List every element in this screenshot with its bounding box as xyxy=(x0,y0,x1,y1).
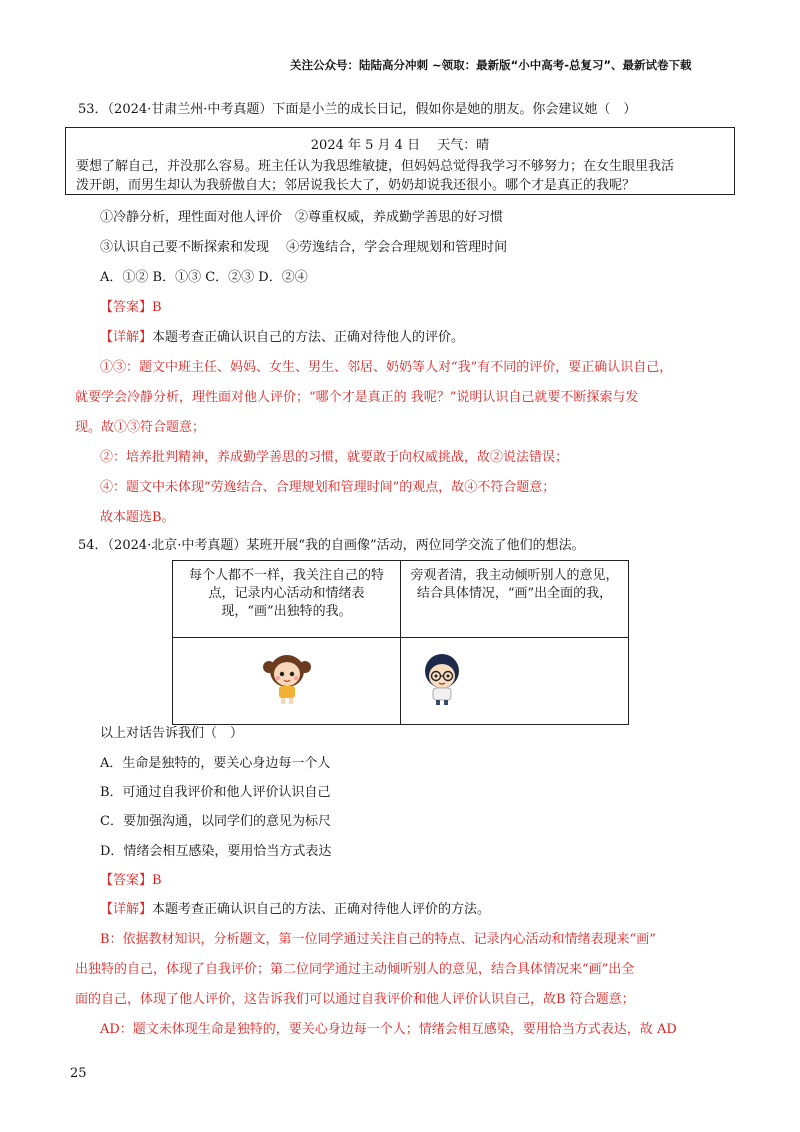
q53-exp-6: 故本题选B。 xyxy=(100,510,175,525)
q53-detail xyxy=(100,326,464,345)
q53-detail-intro: 本题考查正确认识自己的方法、正确对待他人的评价。 xyxy=(152,330,465,345)
q53-options-1: ①冷静分析，理性面对他人评价 ②尊重权威，养成勤学善思的好习惯 xyxy=(100,210,504,225)
q54-detail-intro: 本题考查正确认识自己的方法、正确对待他人评价的方法。 xyxy=(152,902,491,917)
dialogue-table xyxy=(172,560,629,725)
q53-answer: 【答案】B xyxy=(100,300,162,315)
diary-date: 2024 年 5 月 4 日 天气：晴 xyxy=(310,138,490,153)
right-student-text: 旁观者清，我主动倾听别人的意见，结合具体情况，“画”出全面的我， xyxy=(401,561,629,638)
diary-line-1: 要想了解自己，并没那么容易。班主任认为我思维敏捷，但妈妈总觉得我学习不够努力；在女生眼里我活 xyxy=(76,159,675,174)
q53-exp-3: 现。故①③符合题意； xyxy=(75,420,206,435)
q53-exp-1: ①③：题文中班主任、妈妈、女生、男生、邻居、奶奶等人对“我”有不同的评价，要正确认识自己， xyxy=(100,360,673,375)
boy-cartoon-icon xyxy=(419,649,465,707)
q54-question: 以上对话告诉我们（ ） xyxy=(100,726,244,741)
q54-stem: 54．（2024·北京·中考真题）某班开展“我的自画像”活动，两位同学交流了他们的想法。 xyxy=(78,538,585,553)
q53-detail-tag: 【详解】 xyxy=(100,330,153,345)
q54-option-a: A．生命是独特的，要关心身边每一个人 xyxy=(100,756,331,771)
girl-cartoon-icon xyxy=(262,649,312,707)
q53-exp-2: 就要学会冷静分析，理性面对他人评价；“哪个才是真正的 我呢？”说明认识自己就要不断探索与发 xyxy=(75,390,639,405)
q53-stem: 53．（2024·甘肃兰州·中考真题）下面是小兰的成长日记，假如你是她的朋友。你会建议她（ ） xyxy=(78,102,637,117)
q54-option-c: C．要加强沟通，以同学们的意见为标尺 xyxy=(100,814,331,829)
left-student-text: 每个人都不一样，我关注自己的特点，记录内心活动和情绪表现，“画”出独特的我。 xyxy=(173,561,401,638)
q53-exp-5: ④：题文中未体现“劳逸结合、合理规划和管理时间”的观点，故④不符合题意； xyxy=(100,480,556,495)
q53-exp-4: ②：培养批判精神，养成勤学善思的习惯，就要敢于向权威挑战，故②说法错误； xyxy=(100,450,569,465)
q54-answer: 【答案】B xyxy=(100,873,162,888)
q54-exp-4: AD：题文未体现生命是独特的，要关心身边每一个人；情绪会相互感染，要用恰当方式表达，故 AD xyxy=(100,1022,677,1037)
q54-detail xyxy=(100,898,490,917)
q53-options-2: ③认识自己要不断探索和发现 ④劳逸结合，学会合理规划和管理时间 xyxy=(100,240,508,255)
q54-option-d: D．情绪会相互感染，要用恰当方式表达 xyxy=(100,844,332,859)
q53-choices: A．①② B．①③ C．②③ D．②④ xyxy=(100,270,308,285)
boy-cartoon-cell xyxy=(401,638,629,725)
q54-option-b: B．可通过自我评价和他人评价认识自己 xyxy=(100,785,331,800)
q54-exp-1: B：依据教材知识，分析题文，第一位同学通过关注自己的特点、记录内心活动和情绪表现来“画” xyxy=(100,932,656,947)
page-header: 关注公众号：陆陆高分冲刺 ~领取：最新版“小中高考-总复习”、最新试卷下载 xyxy=(290,58,692,72)
q54-detail-tag: 【详解】 xyxy=(100,902,153,917)
page-number: 25 xyxy=(70,1066,87,1081)
q54-exp-3: 面的自己，体现了他人评价，这告诉我们可以通过自我评价和他人评价认识自己，故B 符合题意； xyxy=(75,992,635,1007)
diary-text xyxy=(76,157,726,195)
girl-cartoon-cell xyxy=(173,638,401,725)
diary-box xyxy=(65,127,735,195)
q54-exp-2: 出独特的自己，体现了自我评价；第二位同学通过主动倾听别人的意见，结合具体情况来“画”出全 xyxy=(75,962,635,977)
diary-line-2: 泼开朗，而男生却认为我骄傲自大；邻居说我长大了，奶奶却说我还很小。哪个才是真正的我呢？ xyxy=(76,178,636,193)
